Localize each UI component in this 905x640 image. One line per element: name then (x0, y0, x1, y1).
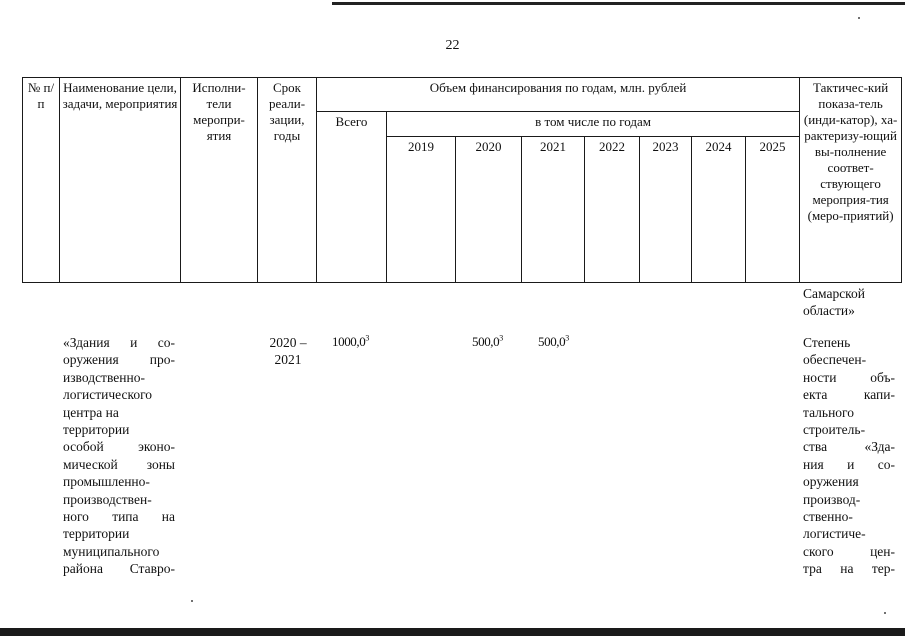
cell-word: тер- (871, 561, 895, 577)
footnote-mark: 3 (565, 333, 569, 343)
header-executors: Исполни-тели меропри-ятия (181, 78, 258, 283)
header-year-2024: 2024 (692, 137, 746, 283)
cell-word: со- (877, 456, 895, 472)
cell-line (63, 543, 175, 560)
cell-line (803, 404, 895, 421)
page-number: 22 (445, 38, 460, 53)
header-including-by-years: в том числе по годам (387, 112, 800, 137)
cell-line (803, 334, 895, 351)
top-scan-border (332, 2, 905, 5)
cell-word: строитель- (803, 422, 866, 438)
carryover-line: Самарской (803, 286, 866, 301)
header-funding: Объем финансирования по годам, млн. рублей (317, 78, 800, 112)
cell-word: про- (149, 352, 175, 368)
cell-line (803, 456, 895, 473)
header-year-2025: 2025 (746, 137, 800, 283)
cell-word: Степень (803, 335, 851, 350)
row-name-cell (63, 334, 175, 578)
cell-word: цен- (870, 543, 895, 559)
cell-word: тального (803, 404, 854, 420)
cell-word: екта (803, 387, 828, 403)
cell-line (63, 438, 175, 455)
cell-line (63, 560, 175, 577)
header-year-2022: 2022 (585, 137, 640, 283)
cell-line (63, 386, 175, 403)
cell-word: капи- (863, 387, 895, 403)
cell-word: объ- (870, 369, 895, 385)
cell-line (803, 369, 895, 386)
row-total: 1000,0$^3$ (332, 333, 369, 349)
cell-word: логистиче- (803, 526, 866, 542)
cell-word: особой (63, 439, 104, 455)
cell-word: ства (803, 439, 828, 455)
footnote-mark: 3 (365, 333, 369, 343)
cell-line (63, 473, 175, 490)
cell-word: на (161, 509, 175, 525)
cell-line (63, 404, 175, 421)
cell-line (803, 473, 895, 490)
cell-line (63, 334, 175, 351)
cell-line (803, 438, 895, 455)
cell-word: и (847, 456, 855, 472)
cell-line (63, 351, 175, 368)
header-year-2021: 2021 (522, 137, 585, 283)
cell-word: «Здания (63, 335, 110, 350)
bottom-scan-border (0, 628, 905, 636)
cell-line (803, 508, 895, 525)
row-2020: 500,0$^3$ (472, 333, 503, 349)
row-indicator-cell (803, 334, 895, 578)
cell-line (803, 386, 895, 403)
header-year-2019: 2019 (387, 137, 456, 283)
header-term: Срок реали-зации, годы (258, 78, 317, 283)
header-number: № п/п (23, 78, 60, 283)
cell-word: мической (63, 456, 118, 472)
scan-speck (858, 17, 860, 19)
cell-word: со- (157, 335, 175, 350)
cell-word: оружения (63, 352, 119, 368)
header-indicator: Тактичес-кий показа-тель (инди-катор), ха-рактеризу-ющий вы-полнение соответ-ствующего мероприя-тия (меро-приятий) (800, 78, 902, 283)
cell-word: Ставро- (129, 561, 175, 577)
scan-speck (191, 600, 193, 602)
cell-line (63, 369, 175, 386)
cell-line (803, 543, 895, 560)
header-total: Всего (317, 112, 387, 283)
carryover-line: области» (803, 303, 855, 319)
cell-line (803, 491, 895, 508)
cell-word: и (130, 335, 138, 350)
cell-word: логистического (63, 387, 153, 403)
cell-word: изводственно- (63, 369, 145, 385)
cell-word: территории (63, 422, 130, 438)
cell-word: ственно- (803, 509, 853, 525)
cell-word: муниципального (63, 543, 160, 559)
cell-word: района (63, 561, 103, 577)
cell-word: центра на (63, 404, 119, 420)
header-year-2023: 2023 (640, 137, 692, 283)
cell-word: эконо- (138, 439, 175, 455)
row-term: 2020 – 2021 (269, 335, 307, 368)
cell-line (803, 525, 895, 542)
cell-line (803, 421, 895, 438)
cell-line (63, 525, 175, 542)
cell-word: территории (63, 526, 130, 542)
cell-word: типа (112, 509, 139, 525)
cell-word: производ- (803, 491, 861, 507)
funding-table (22, 77, 902, 283)
cell-word: производствен- (63, 491, 152, 507)
cell-line (63, 508, 175, 525)
cell-word: ния (803, 456, 824, 472)
cell-line (803, 560, 895, 577)
cell-line (63, 421, 175, 438)
cell-word: тра (803, 561, 822, 577)
cell-line (803, 351, 895, 368)
cell-word: ности (803, 369, 837, 385)
header-name: Наименование цели, задачи, мероприятия (60, 78, 181, 283)
cell-line (63, 491, 175, 508)
cell-word: промышленно- (63, 474, 150, 490)
footnote-mark: 3 (499, 333, 503, 343)
cell-word: обеспечен- (803, 352, 867, 368)
cell-word: оружения (803, 474, 859, 490)
scan-speck (884, 612, 886, 614)
header-year-2020: 2020 (456, 137, 522, 283)
cell-word: зоны (146, 456, 175, 472)
cell-word: ского (803, 543, 834, 559)
cell-word: «Зда- (864, 439, 895, 455)
row-2021: 500,0$^3$ (538, 333, 569, 349)
indicator-carryover (803, 285, 898, 320)
cell-word: на (840, 561, 854, 577)
cell-line (63, 456, 175, 473)
cell-word: ного (63, 509, 89, 525)
